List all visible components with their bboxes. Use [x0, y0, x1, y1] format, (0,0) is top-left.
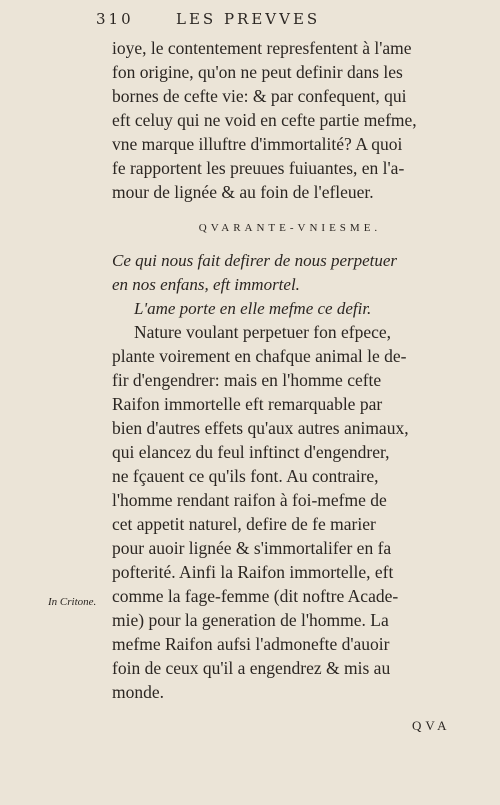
text-line: cet appetit naturel, defire de fe marier — [112, 514, 376, 534]
text-line: Raifon immortelle eft remarquable par — [112, 394, 383, 414]
margin-note: In Critone. — [48, 596, 97, 608]
text-line: mefme Raifon aufsi l'admonefte d'auoir — [112, 634, 390, 654]
text-line: bornes de cefte vie: & par confequent, qui — [112, 86, 407, 106]
title-line: en nos enfans, eft immortel. — [112, 275, 300, 294]
page-header — [96, 10, 436, 30]
text-line: mie) pour la generation de l'homme. La — [112, 610, 389, 630]
text-line: bien d'autres effets qu'aux autres animaux, — [112, 418, 409, 438]
running-head: LES PREVVES — [176, 10, 321, 28]
text-line: l'homme rendant raifon à foi-mefme de — [112, 490, 387, 510]
text-line: plante voirement en chafque animal le de- — [112, 346, 407, 366]
page-number: 310 — [96, 10, 134, 28]
text-line: vne marque illuftre d'immortalité? A quoi — [112, 134, 403, 154]
text-line: foin de ceux qu'il a engendrez & mis au — [112, 658, 391, 678]
paragraph-2 — [112, 320, 462, 704]
catchword: QVA — [412, 718, 451, 733]
text-line: fon origine, qu'on ne peut definir dans les — [112, 62, 403, 82]
text-line: Nature voulant perpetuer fon efpece, — [134, 322, 392, 342]
subtitle-line: L'ame porte en elle mefme ce defir. — [134, 299, 372, 318]
text-line: pour auoir lignée & s'immortalifer en fa — [112, 538, 392, 558]
text-line: comme la fage-femme (dit noftre Acade- — [112, 586, 399, 606]
text-line: monde. — [112, 682, 165, 702]
text-line: fir d'engendrer: mais en l'homme cefte — [112, 370, 382, 390]
text-line: ioye, le contentement represfentent à l'ame — [112, 38, 412, 58]
text-line: fe rapportent les preuues fuiuantes, en l'a- — [112, 158, 405, 178]
text-line: ne fçauent ce qu'ils font. Au contraire, — [112, 466, 379, 486]
section-heading: QVARANTE-VNIESME. — [198, 222, 382, 234]
text-line: qui elancez du feul inftinct d'engendrer, — [112, 442, 390, 462]
paragraph-1 — [112, 36, 462, 204]
text-line: pofterité. Ainfi la Raifon immortelle, eft — [112, 562, 394, 582]
section-title — [112, 250, 462, 322]
text-line: eft celuy qui ne void en cefte partie mefme, — [112, 110, 417, 130]
title-line: Ce qui nous fait defirer de nous perpetuer — [112, 251, 398, 270]
text-line: mour de lignée & au foin de l'efleuer. — [112, 182, 374, 202]
